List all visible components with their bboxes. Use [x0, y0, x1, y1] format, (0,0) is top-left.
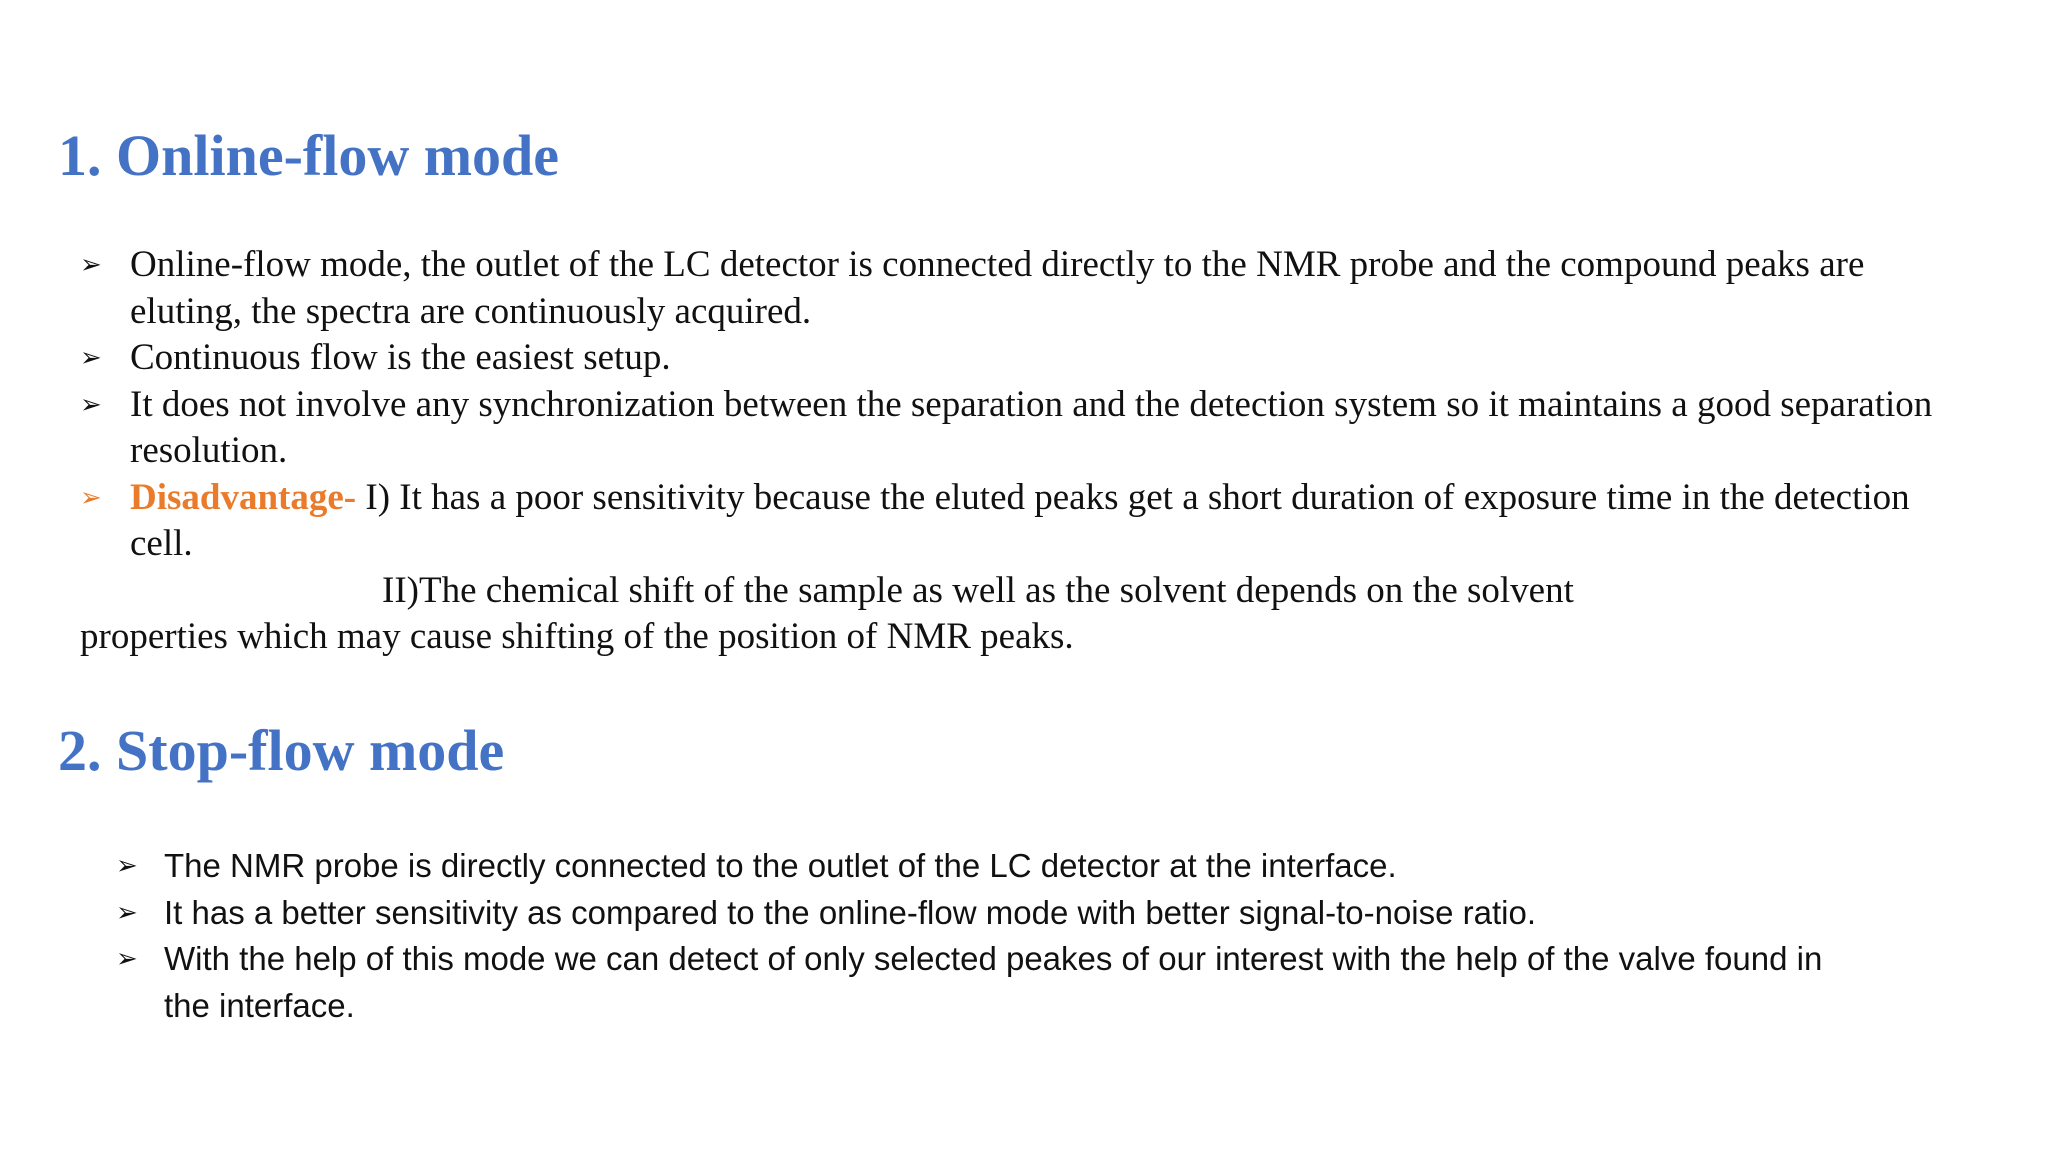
stop-flow-bullet-list — [116, 843, 1996, 1029]
bullet-text: Continuous flow is the easiest setup. — [130, 337, 671, 378]
bullet-text: It does not involve any synchronization between the separation and the detection system so it maintains a good separation resolution. — [130, 383, 1933, 471]
bullet-text: With the help of this mode we can detect of only selected peakes of our interest with the help of the valve found in the interface. — [164, 940, 1823, 1024]
arrow-bullet-icon: ➢ — [116, 897, 138, 928]
disadvantage-point-2: II)The chemical shift of the sample as well as the solvent depends on the solvent properties which may cause shifting of the position of NMR peaks. — [80, 569, 1574, 657]
list-item-disadvantage — [80, 475, 1930, 568]
bullet-text: The NMR probe is directly connected to the outlet of the LC detector at the interface. — [164, 847, 1397, 884]
list-item — [116, 936, 1854, 1029]
arrow-bullet-icon: ➢ — [80, 482, 102, 513]
arrow-bullet-icon: ➢ — [80, 250, 102, 280]
list-item — [80, 242, 1880, 335]
list-item — [80, 335, 1880, 382]
bullet-text: Online-flow mode, the outlet of the LC detector is connected directly to the NMR probe and the compound peaks are eluting, the spectra are continuously acquired. — [130, 244, 1865, 332]
disadvantage-label: Disadvantage- — [130, 476, 357, 518]
arrow-bullet-icon: ➢ — [116, 944, 138, 974]
section-heading-stop-flow: 2. Stop-flow mode — [58, 718, 505, 783]
list-item — [116, 843, 1996, 890]
list-item — [116, 890, 1996, 937]
online-flow-bullet-list — [80, 242, 1980, 661]
disadvantage-point-2-block — [80, 568, 1580, 661]
arrow-bullet-icon: ➢ — [80, 343, 102, 373]
section-heading-online-flow: 1. Online-flow mode — [58, 123, 560, 188]
bullet-text: It has a better sensitivity as compared to the online-flow mode with better signal-to-noise ratio. — [164, 893, 1537, 931]
disadvantage-point-1: I) It has a poor sensitivity because the eluted peaks get a short duration of exposure time in the detection cell. — [130, 476, 1910, 564]
list-item — [80, 382, 1950, 475]
arrow-bullet-icon: ➢ — [80, 389, 102, 420]
arrow-bullet-icon: ➢ — [116, 851, 138, 881]
